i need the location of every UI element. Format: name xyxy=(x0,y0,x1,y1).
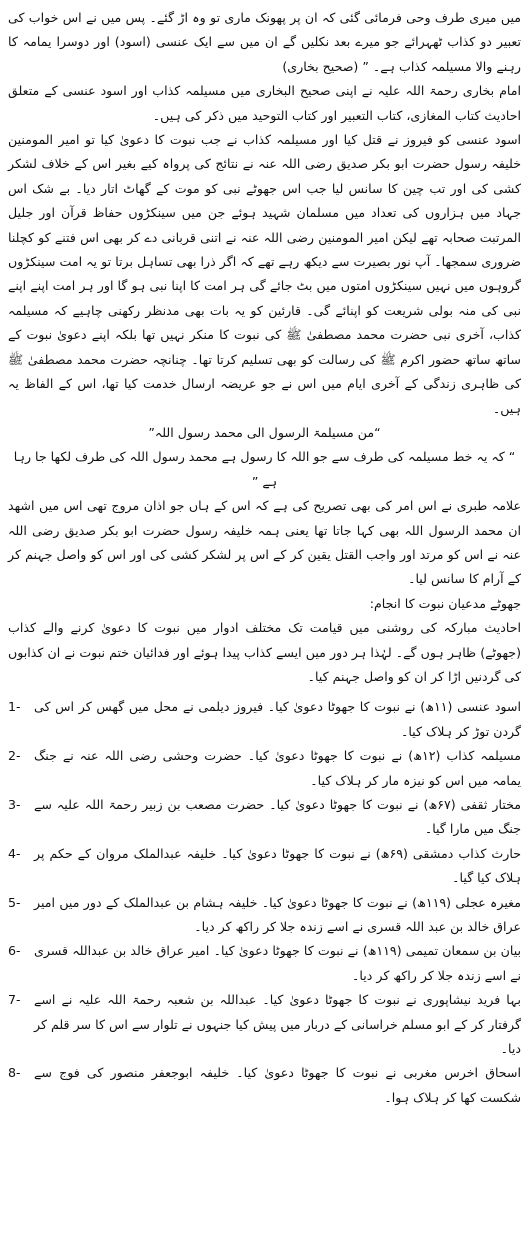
list-item xyxy=(8,744,521,793)
list-item-text: اسحاق اخرس مغربی نے نبوت کا جھوٹا دعویٰ کیا۔ خلیفہ ابوجعفر منصور کی فوج سے شکست کھا کر ہلاک ہوا۔ xyxy=(34,1065,521,1105)
urdu-quote-translation: “ کہ یہ خط مسیلمہ کی طرف سے جو اللہ کا رسول ہے محمد رسول اللہ کی طرف لکھا جا رہا ہے ” xyxy=(13,449,516,489)
list-item-number: 2- xyxy=(8,748,21,764)
list-item xyxy=(8,842,521,891)
list-item-text: بہا فرید نیشاپوری نے نبوت کا جھوٹا دعویٰ کیا۔ عبداللہ بن شعبہ رحمۃ اللہ علیہ نے اسے گرفتار کر کے ابو مسلم خراسانی کے دربار میں پیش کیا جنہوں نے تلوار سے اس کا سر قلم کر دیا۔ xyxy=(34,992,521,1057)
list-item-text: حارث کذاب دمشقی (۶۹ھ) نے نبوت کا جھوٹا دعویٰ کیا۔ خلیفہ عبدالملک مروان کے حکم پر ہلاک کیا گیا۔ xyxy=(34,845,521,886)
paragraph-bukhari-reference: امام بخاری رحمۃ اللہ علیہ نے اپنی صحیح البخاری میں مسیلمہ کذاب اور اسود عنسی کے متعلق احادیث کتاب المغازی، کتاب التعبیر اور کتاب التوحید میں ذکر کی ہیں۔ xyxy=(8,83,521,123)
list-item xyxy=(8,939,521,988)
paragraph-hadith-false-prophets: احادیث مبارکہ کی روشنی میں قیامت تک مختلف ادوار میں نبوت کا دعویٰ کرنے والے کذاب (جھوٹے) ظاہر ہوں گے۔ لہٰذا ہر دور میں ایسے کذاب پیدا ہوئے اور فدائیان ختم نبوت نے ان کذابوں کی گردنیں اڑا کر ان کو واصل جہنم کیا۔ xyxy=(8,620,521,684)
list-item xyxy=(8,1061,521,1110)
list-item-number: 1- xyxy=(8,699,21,715)
list-item-text: مغیرہ عجلی (۱۱۹ھ) نے نبوت کا جھوٹا دعویٰ کیا۔ خلیفہ ہشام بن عبدالملک کے دور میں امیر عراق خالد بن عبد اللہ قسری نے اسے زندہ جلا کر راکھ کر دیا۔ xyxy=(34,894,522,935)
list-item-number: 7- xyxy=(8,992,21,1008)
list-item xyxy=(8,793,521,842)
list-item-number: 6- xyxy=(8,943,21,959)
list-item xyxy=(8,891,521,940)
list-item-text: اسود عنسی (۱۱ھ) نے نبوت کا جھوٹا دعویٰ کیا۔ فیروز دیلمی نے محل میں گھس کر اس کی گردن توڑ کر ہلاک کیا۔ xyxy=(34,699,521,739)
list-item-text: مسیلمہ کذاب (۱۲ھ) نے نبوت کا جھوٹا دعویٰ کیا۔ حضرت وحشی رضی اللہ عنہ نے جنگ یمامہ میں اس کو نیزہ مار کر ہلاک کیا۔ xyxy=(34,748,521,788)
list-item xyxy=(8,988,521,1061)
list-item-number: 5- xyxy=(8,894,21,910)
arabic-quote: “من مسیلمۃ الرسول الی محمد رسول اللہ” xyxy=(148,424,381,440)
paragraph-dream-hadith: میں میری طرف وحی فرمائی گئی کہ ان پر پھونک ماری تو وہ اڑ گئے۔ پس میں نے اس خواب کی تعبیر دو کذاب ٹھہرائے جو میرے بعد نکلیں گے ان میں سے ایک عنسی (اسود) اور دوسرا یمامہ کا رہنے والا مسیلمہ کذاب ہے۔ ” (صحیح بخاری) xyxy=(8,10,521,74)
list-item-number: 3- xyxy=(8,797,21,812)
section-heading: جھوٹے مدعیان نبوت کا انجام: xyxy=(369,595,521,611)
list-item-text: مختار ثقفی (۶۷ھ) نے نبوت کا جھوٹا دعویٰ کیا۔ حضرت مصعب بن زبیر رحمۃ اللہ علیہ سے جنگ میں مارا گیا۔ xyxy=(34,797,521,837)
list-item-number: 8- xyxy=(8,1065,21,1081)
paragraph-tabari: علامہ طبری نے اس امر کی بھی تصریح کی ہے کہ اس کے ہاں جو اذان مروج تھی اس میں اشھد ان محمد الرسول اللہ بھی کہا جاتا تھا یعنی ہمہ خلیفہ رسول حضرت ابو بکر صدیق رضی اللہ عنہ نے اس کو مرتد اور واجب القتل یقین کر کے اس پر لشکر کشی کی اور اس کو واصل جہنم کر کے آرام کا سانس لیا۔ xyxy=(8,498,521,587)
list-item xyxy=(8,695,521,744)
list-item-text: بیان بن سمعان تمیمی (۱۱۹ھ) نے نبوت کا جھوٹا دعویٰ کیا۔ امیر عراق خالد بن عبداللہ قسری نے اسے زندہ جلا کر راکھ کر دیا۔ xyxy=(34,943,521,983)
list-item-number: 4- xyxy=(8,845,21,861)
paragraph-musailama-campaign: اسود عنسی کو فیروز نے قتل کیا اور مسیلمہ کذاب نے جب نبوت کا دعویٰ کیا تو امیر المومنین خلیفہ رسول حضرت ابو بکر صدیق رضی اللہ عنہ نے نتائج کی پرواہ کیے بغیر اس کے خلاف لشکر کشی کی اور تب چین کا سانس لیا جب اس جھوٹے نبی کو موت کے گھاٹ اتار دیا۔ بے شک اس جہاد میں ہزاروں کی تعداد میں مسلمان شہید ہوئے جن میں سینکڑوں حفاظ قرآن اور جلیل المرتبت صحابہ تھے لیکن امیر المومنین رضی اللہ عنہ نے اتنی قربانی دے کر بھی اس فتنے کو کچلنا ضروری سمجھا۔ آپ نور بصیرت سے دیکھ رہے تھے کہ اگر ذرا بھی تساہل برتا تو یہ امت سینکڑوں گروہوں میں نہیں سینکڑوں امتوں میں بٹ جائے گی ہر امت کا اپنا نبی ہو گا اور ہر امت اپنے اپنے نبی کی منہ بولی شریعت کو اپنائے گی۔ قارئین کو یہ بات بھی مدنظر رکھنی چاہیے کہ مسیلمہ کذاب، آخری نبی حضرت محمد مصطفیٰ ﷺ کی نبوت کا منکر نہیں تھا بلکہ اپنے دعویٰ نبوت کے ساتھ ساتھ حضور اکرم ﷺ کی رسالت کو بھی تسلیم کرتا تھا۔ چنانچہ حضرت محمد مصطفیٰ ﷺ کی ظاہری زندگی کے آخری ایام میں اس نے جو عریضہ ارسال خدمت کیا تھا، اس کے الفاظ یہ ہیں۔ xyxy=(8,132,521,416)
